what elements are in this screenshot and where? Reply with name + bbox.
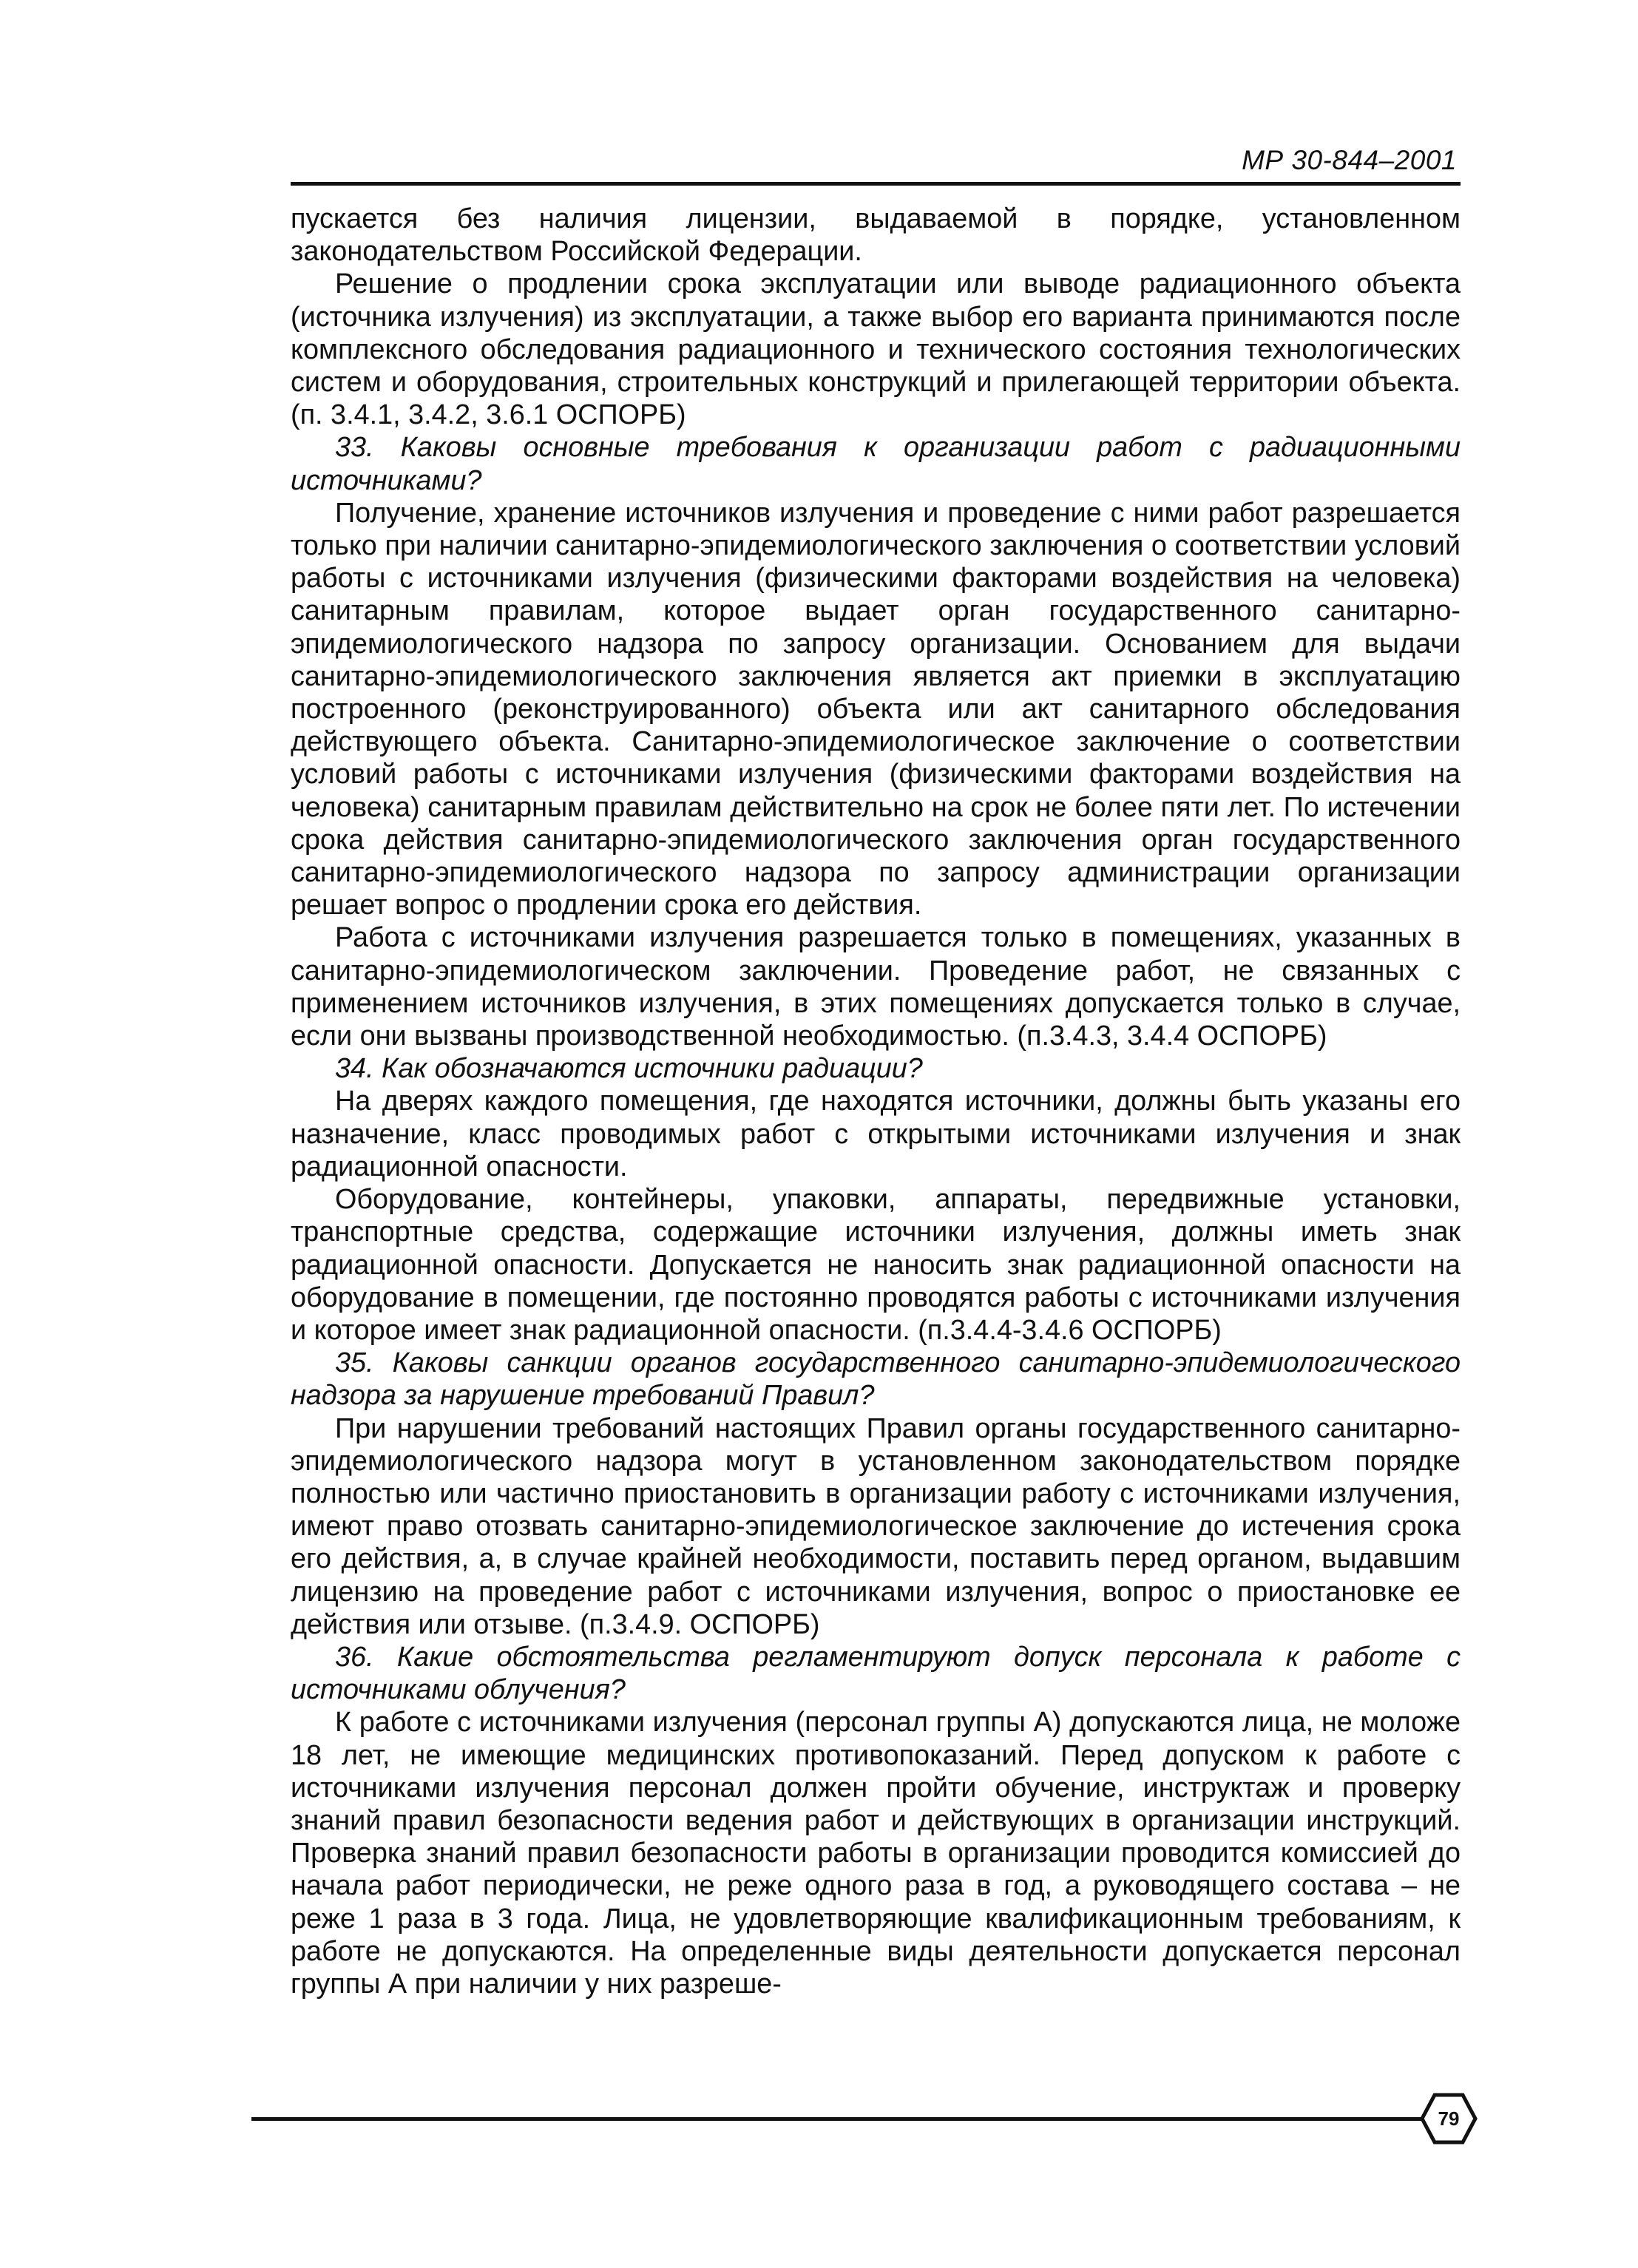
- paragraph: пускается без наличия лицензии, выдаваемой в порядке, установленном законодательством Российской Федерации.: [291, 203, 1461, 268]
- question-heading: 36. Какие обстоятельства регламентируют допуск персонала к работе с источниками облучения?: [291, 1641, 1461, 1706]
- question-heading: 34. Как обозначаются источники радиации?: [335, 1053, 923, 1085]
- page-number: 79: [1438, 2108, 1460, 2130]
- question-heading: 35. Каковы санкции органов государственного санитарно-эпидемиологического надзора за нарушение требований Правил?: [291, 1347, 1461, 1412]
- page-number-badge: [1420, 2092, 1478, 2145]
- paragraph: К работе с источниками излучения (персонал группы А) допускаются лица, не моложе 18 лет, не имеющие медицинских противопоказаний. Перед допуском к работе с источниками излучения персонал должен пройти обучение, инструктаж и проверку знаний правил безопасности ведения работ и действующих в организации инструкций. Проверка знаний правил безопасности работы в организации проводится комиссией до начала работ периодически, не реже одного раза в год, а руководящего состава – не реже 1 раза в 3 года. Лица, не удовлетворяющие квалификационным требованиям, к работе не допускаются. На определенные виды деятельности допускается персонал группы А при наличии у них разреше-: [291, 1707, 1461, 2000]
- footer-rule: [251, 2117, 1424, 2121]
- document-code: МР 30-844–2001: [1242, 145, 1457, 175]
- paragraph: Работа с источниками излучения разрешается только в помещениях, указанных в санитарно-эпидемиологическом заключении. Проведение работ, не связанных с применением источников излучения, в этих помещениях допускается только в случае, если они вызваны производственной необходимостью. (п.3.4.3, 3.4.4 ОСПОРБ): [291, 922, 1461, 1052]
- paragraph: При нарушении требований настоящих Правил органы государственного санитарно-эпидемиологического надзора могут в установленном законодательством порядке полностью или частично приостановить в организации работу с источниками излучения, имеют право отозвать санитарно-эпидемиологическое заключение до истечения срока его действия, а, в случае крайней необходимости, поставить перед органом, выдавшим лицензию на проведение работ с источниками излучения, вопрос о приостановке ее действия или отзыве. (п.3.4.9. ОСПОРБ): [291, 1412, 1461, 1640]
- paragraph: Оборудование, контейнеры, упаковки, аппараты, передвижные установки, транспортные средства, содержащие источники излучения, должны иметь знак радиационной опасности. Допускается не наносить знак радиационной опасности на оборудование в помещении, где постоянно проводятся работы с источниками излучения и которое имеет знак радиационной опасности. (п.3.4.4-3.4.6 ОСПОРБ): [291, 1184, 1461, 1346]
- paragraph: Решение о продлении срока эксплуатации или выводе радиационного объекта (источника излучения) из эксплуатации, а также выбор его варианта принимаются после комплексного обследования радиационного и технического состояния технологических систем и оборудования, строительных конструкций и прилегающей территории объекта. (п. 3.4.1, 3.4.2, 3.6.1 ОСПОРБ): [291, 268, 1461, 431]
- paragraph: Получение, хранение источников излучения и проведение с ними работ разрешается только при наличии санитарно-эпидемиологического заключения о соответствии условий работы с источниками излучения (физическими факторами воздействия на человека) санитарным правилам, которое выдает орган государственного санитарно-эпидемиологического надзора по запросу организации. Основанием для выдачи санитарно-эпидемиологического заключения является акт приемки в эксплуатацию построенного (реконструированного) объекта или акт санитарного обследования действующего объекта. Санитарно-эпидемиологическое заключение о соответствии условий работы с источниками излучения (физическими факторами воздействия на человека) санитарным правилам действительно на срок не более пяти лет. По истечении срока действия санитарно-эпидемиологического заключения орган государственного санитарно-эпидемиологического надзора по запросу администрации организации решает вопрос о продлении срока его действия.: [291, 497, 1461, 921]
- question-heading: 33. Каковы основные требования к организации работ с радиационными источниками?: [291, 432, 1461, 496]
- paragraph: На дверях каждого помещения, где находятся источники, должны быть указаны его назначение, класс проводимых работ с открытыми источниками излучения и знак радиационной опасности.: [291, 1086, 1461, 1182]
- page-body: [291, 203, 1461, 2000]
- header-rule: [291, 182, 1461, 186]
